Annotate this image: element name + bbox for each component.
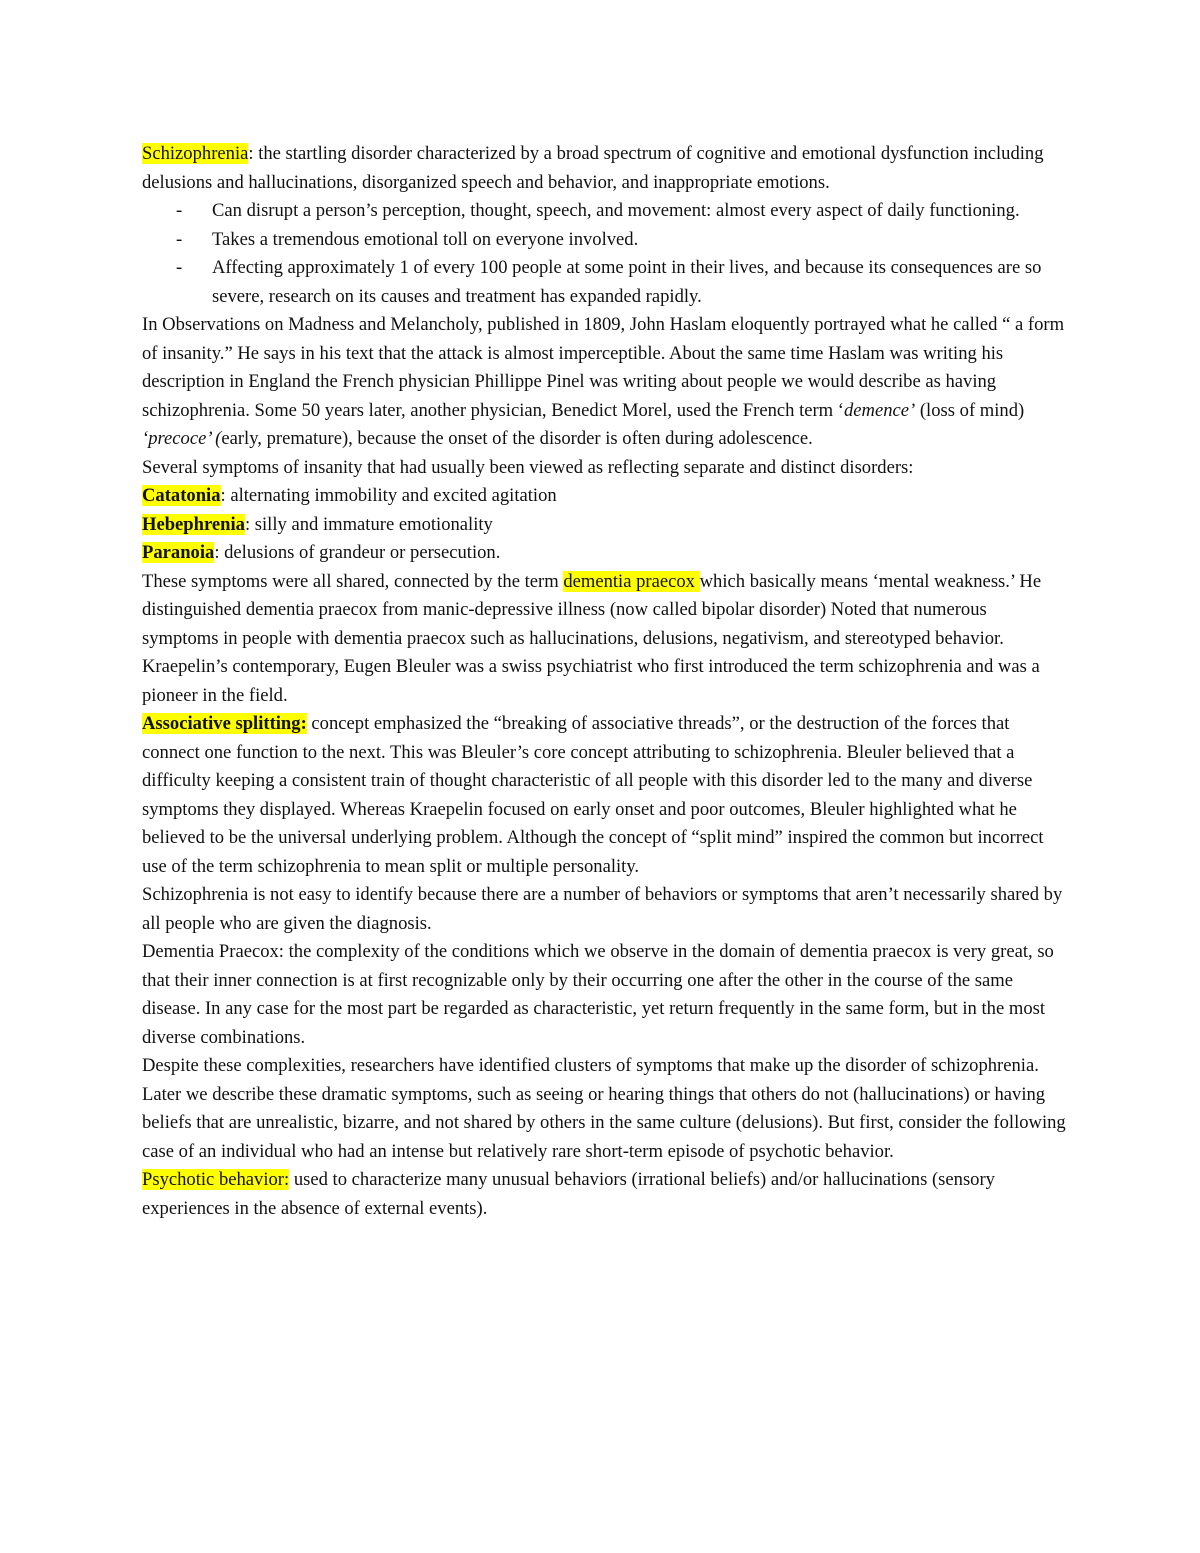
definition-text: : the startling disorder characterized by a broad spectrum of cognitive and emotional dysfunction including delusions and hallucinations, disorganized speech and behavior, and inappropriate emotions. — [142, 143, 1044, 193]
paragraph-associative-splitting — [142, 710, 1067, 881]
paragraph-hebephrenia — [142, 511, 1067, 540]
highlighted-term-hebephrenia: Hebephrenia — [142, 513, 245, 535]
paragraph-dementia-praecox-quote: Dementia Praecox: the complexity of the conditions which we observe in the domain of dementia praecox is very great, so that their inner connection is at first recognizable only by their occurring one after the other in the course of the same disease. In any case for the most part be regarded as characteristic, yet return frequently in the same form, but in the most diverse combinations. — [142, 941, 1054, 1048]
highlighted-term-catatonia: Catatonia — [142, 485, 221, 506]
paragraph-psychotic-behavior — [142, 1166, 1067, 1223]
list-item: - Can disrupt a person’s perception, thought, speech, and movement: almost every aspect of daily functioning. — [142, 197, 1067, 226]
paragraph-catatonia — [142, 482, 1067, 511]
hebephrenia-text: : silly and immature emotionality — [244, 513, 493, 535]
paragraph-schizophrenia-definition — [142, 140, 1067, 197]
history-text: In Observations on Madness and Melancholy, published in 1809, John Haslam eloquently portrayed what he called “ a form of insanity.” He says in his text that the attack is almost imperceptible. About the same time Haslam was writing his description in England the French physician Phillippe Pinel was writing about people we would describe as having schizophrenia. Some 50 years later, another physician, Benedict Morel, used the French term ‘ — [142, 314, 1065, 421]
paragraph-dementia-praecox — [142, 568, 1067, 654]
paragraph-symptom-clusters: Despite these complexities, researchers have identified clusters of symptoms that make up the disorder of schizophrenia. Later we describe these dramatic symptoms, such as seeing or hearing things that others do not (hallucinations) or having beliefs that are unrealistic, bizarre, and not shared by others in the same culture (delusions). But first, consider the following case of an individual who had an intense but relatively rare short-term episode of psychotic behavior. — [142, 1055, 1066, 1162]
paragraph-identification: Schizophrenia is not easy to identify because there are a number of behaviors or symptoms that aren’t necessarily shared by all people who are given the diagnosis. — [142, 884, 1063, 934]
bullet-list — [142, 197, 1067, 311]
dementia-text: These symptoms were all shared, connected by the term — [142, 570, 564, 592]
psychotic-behavior-text: used to characterize many unusual behaviors (irrational beliefs) and/or hallucinations (sensory experiences in the absence of external events). — [142, 1169, 995, 1219]
paranoia-text: : delusions of grandeur or persecution. — [214, 542, 501, 563]
paragraph-bleuler: Kraepelin’s contemporary, Eugen Bleuler was a swiss psychiatrist who first introduced the term schizophrenia and was a pioneer in the field. — [142, 656, 1040, 706]
list-item: - Takes a tremendous emotional toll on everyone involved. — [142, 226, 1067, 255]
paragraph-history — [142, 311, 1067, 454]
paragraph-symptoms-intro: Several symptoms of insanity that had usually been viewed as reflecting separate and distinct disorders: — [142, 456, 914, 478]
history-text: early, premature), because the onset of the disorder is often during adolescence. — [221, 428, 813, 449]
highlighted-term-associative-splitting: Associative splitting: — [142, 713, 307, 734]
history-text: (loss of mind) — [915, 399, 1025, 421]
term-precoce: ‘precoce’ ( — [142, 428, 222, 449]
list-item: - Affecting approximately 1 of every 100 people at some point in their lives, and because its consequences are so severe, research on its causes and treatment has expanded rapidly. — [142, 254, 1067, 311]
catatonia-text: : alternating immobility and excited agitation — [220, 485, 557, 506]
paragraph-paranoia — [142, 539, 1067, 568]
highlighted-term-dementia-praecox: dementia praecox — [563, 570, 700, 592]
dementia-text: which basically means ‘mental weakness.’ He distinguished dementia praecox from manic-depressive illness (now called bipolar disorder) Noted that numerous symptoms in people with dementia praecox such as hallucinations, delusions, negativism, and stereotyped behavior. — [142, 570, 1042, 649]
associative-splitting-text: concept emphasized the “breaking of associative threads”, or the destruction of the forces that connect one function to the next. This was Bleuler’s core concept attributing to schizophrenia. Bleuler believed that a difficulty keeping a consistent train of thought characteristic of all people with this disorder led to the many and diverse symptoms they displayed. Whereas Kraepelin focused on early onset and poor outcomes, Bleuler highlighted what he believed to be the universal underlying problem. Although the concept of “split mind” inspired the common but incorrect use of the term schizophrenia to mean split or multiple personality. — [142, 713, 1044, 877]
highlighted-term-paranoia: Paranoia — [142, 542, 215, 563]
document-body — [142, 140, 1067, 1223]
highlighted-term-psychotic-behavior: Psychotic behavior: — [142, 1169, 290, 1190]
highlighted-term-schizophrenia: Schizophrenia — [142, 143, 249, 164]
term-demence: demence’ — [843, 399, 916, 421]
